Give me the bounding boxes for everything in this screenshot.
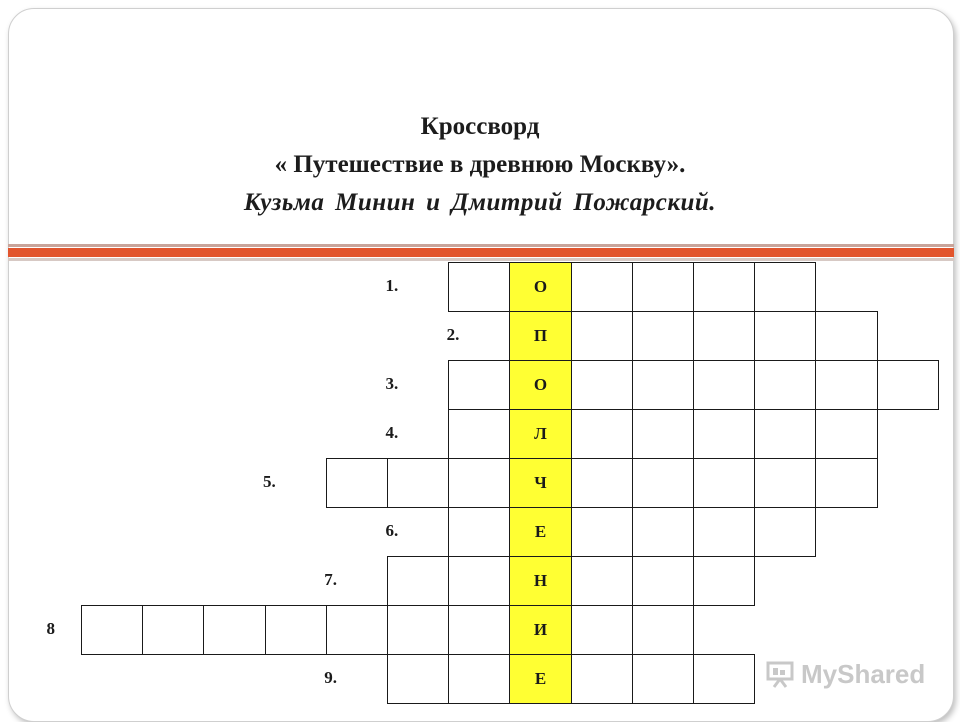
crossword-cell[interactable]	[632, 556, 694, 606]
crossword-cell[interactable]	[815, 311, 877, 361]
crossword-key-cell[interactable]: О	[509, 262, 571, 312]
crossword-cell[interactable]	[142, 605, 204, 655]
crossword-cell[interactable]	[877, 360, 939, 410]
crossword-cell[interactable]	[571, 262, 633, 312]
crossword-cell[interactable]	[448, 654, 510, 704]
crossword-cell[interactable]	[448, 360, 510, 410]
crossword-cell[interactable]	[326, 458, 388, 508]
crossword-key-cell[interactable]: И	[509, 605, 571, 655]
crossword-cell[interactable]	[693, 360, 755, 410]
crossword-cell[interactable]	[571, 507, 633, 557]
crossword-cell[interactable]	[81, 605, 143, 655]
crossword-cell[interactable]	[632, 262, 694, 312]
crossword-cell[interactable]	[448, 556, 510, 606]
crossword-cell[interactable]	[632, 654, 694, 704]
crossword-cell[interactable]	[815, 409, 877, 459]
crossword-cell[interactable]	[326, 605, 388, 655]
crossword-cell[interactable]	[387, 654, 449, 704]
crossword-cell[interactable]	[754, 507, 816, 557]
crossword-cell[interactable]	[387, 458, 449, 508]
crossword-cell[interactable]	[754, 262, 816, 312]
crossword-cell[interactable]	[632, 458, 694, 508]
crossword-cell[interactable]	[571, 409, 633, 459]
crossword-row-number: 9.	[324, 668, 337, 687]
crossword-cell[interactable]	[632, 507, 694, 557]
crossword-cell[interactable]	[815, 458, 877, 508]
crossword-cell[interactable]	[448, 458, 510, 508]
crossword-cell[interactable]	[693, 556, 755, 606]
title-line-heroes: Кузьма Минин и Дмитрий Пожарский.	[243, 189, 717, 216]
crossword-cell[interactable]	[571, 360, 633, 410]
title-divider	[8, 244, 954, 262]
crossword-row-number: 4.	[385, 423, 399, 442]
crossword-cell[interactable]	[754, 311, 816, 361]
crossword-cell[interactable]	[632, 409, 694, 459]
crossword-row-number: 5.	[263, 472, 276, 491]
crossword-key-cell[interactable]: Е	[509, 654, 571, 704]
slide-title	[0, 108, 960, 222]
crossword-cell[interactable]	[448, 262, 510, 312]
watermark	[765, 656, 925, 692]
crossword-key-cell[interactable]: Н	[509, 556, 571, 606]
crossword-cell[interactable]	[571, 458, 633, 508]
crossword-row-number: 2.	[446, 325, 460, 344]
crossword-cell[interactable]	[571, 556, 633, 606]
crossword-cell[interactable]	[632, 605, 694, 655]
crossword-cell[interactable]	[693, 409, 755, 459]
crossword-cell[interactable]	[632, 311, 694, 361]
crossword-cell[interactable]	[571, 654, 633, 704]
crossword-cell[interactable]	[448, 605, 510, 655]
watermark-text: MyShared	[801, 658, 926, 689]
crossword-row-number: 1.	[385, 276, 399, 295]
crossword-key-cell[interactable]: Л	[509, 409, 571, 459]
crossword-cell[interactable]	[815, 360, 877, 410]
title-line-crossword: Кроссворд	[420, 113, 540, 140]
crossword-row-number: 7.	[324, 570, 337, 589]
crossword-cell[interactable]	[387, 556, 449, 606]
crossword-cell[interactable]	[387, 605, 449, 655]
title-line-journey: « Путешествие в древнюю Москву».	[274, 151, 686, 178]
presentation-board-icon	[765, 659, 795, 689]
crossword-cell[interactable]	[448, 507, 510, 557]
crossword-cell[interactable]	[448, 409, 510, 459]
crossword-cell[interactable]	[693, 654, 755, 704]
crossword-cell[interactable]	[632, 360, 694, 410]
crossword-key-cell[interactable]: Е	[509, 507, 571, 557]
crossword-cell[interactable]	[571, 311, 633, 361]
crossword-cell[interactable]	[693, 458, 755, 508]
crossword-cell[interactable]	[754, 360, 816, 410]
crossword-row-number: 6.	[385, 521, 399, 540]
crossword-cell[interactable]	[693, 507, 755, 557]
crossword-row-number: 8	[46, 619, 55, 638]
crossword-key-cell[interactable]: П	[509, 311, 571, 361]
crossword-cell[interactable]	[693, 311, 755, 361]
crossword-key-cell[interactable]: Ч	[509, 458, 571, 508]
crossword-cell[interactable]	[693, 262, 755, 312]
crossword-row-number: 3.	[385, 374, 399, 393]
crossword-key-cell[interactable]: О	[509, 360, 571, 410]
crossword-cell[interactable]	[203, 605, 265, 655]
crossword-cell[interactable]	[571, 605, 633, 655]
crossword-cell[interactable]	[265, 605, 327, 655]
crossword-cell[interactable]	[754, 458, 816, 508]
crossword-cell[interactable]	[754, 409, 816, 459]
